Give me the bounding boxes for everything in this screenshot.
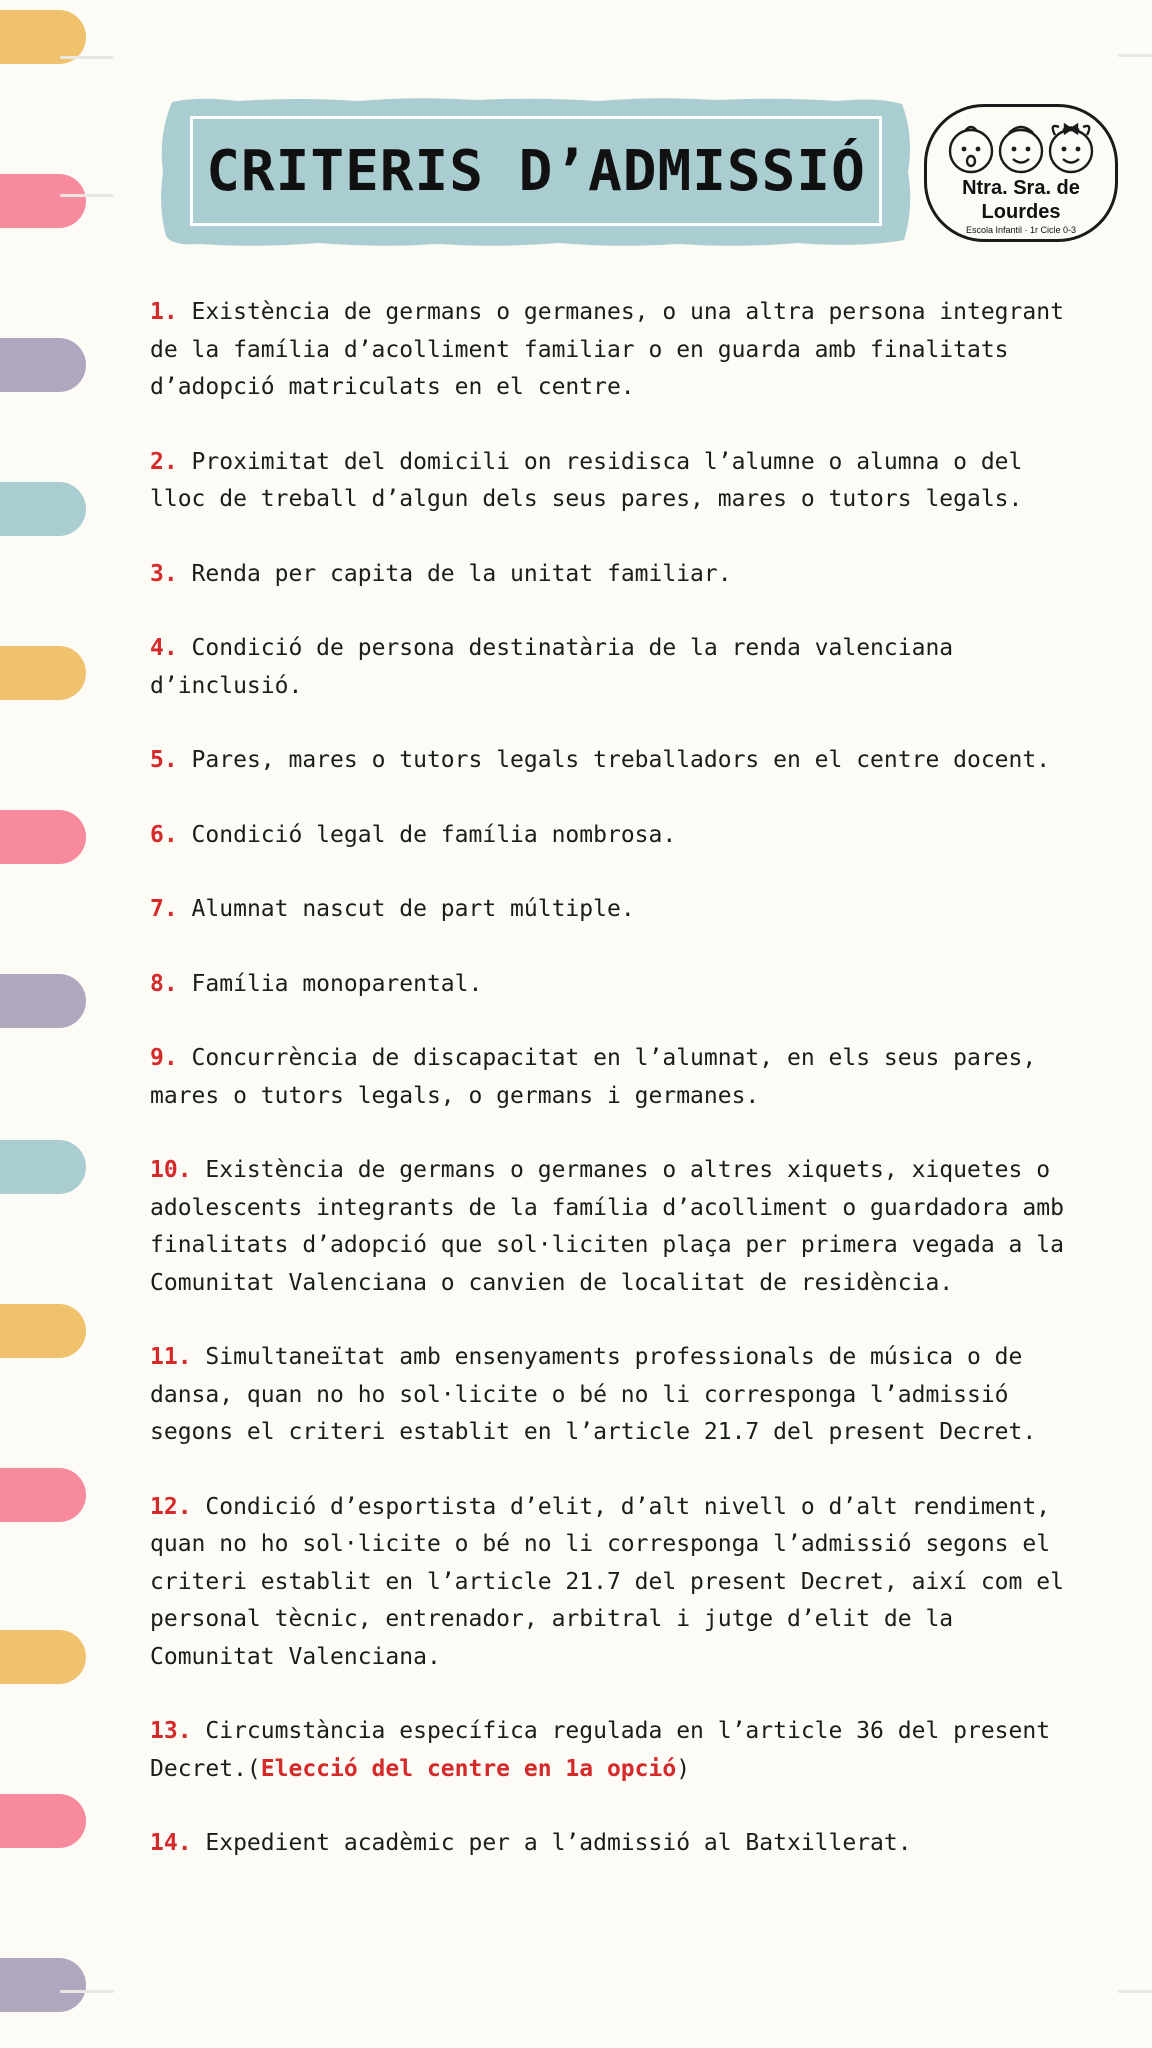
title-frame [190,116,882,226]
item-number: 4. [150,635,178,661]
side-tab [0,1304,86,1358]
item-text: Expedient acadèmic per a l’admissió al Batxillerat. [191,1830,912,1856]
item-text: Circumstància específica regulada en l’article 36 del present Decret.( [150,1718,1051,1782]
binder-mark [1118,1990,1152,1993]
side-tab [0,174,86,228]
side-tab [0,1468,86,1522]
title-banner [158,96,914,248]
item-text: Família monoparental. [177,970,483,997]
item-text: Existència de germans o germanes o altres xiquets, xiquetes o adolescents integrants de la família d’acolliment o guardadora amb finalitats d’adopció que sol·liciten plaça per primera vegada a la Comunitat Valenciana o canvien de localitat de residència. [150,1157,1064,1296]
side-tab [0,1958,86,2012]
logo-name: Ntra. Sra. de [962,177,1080,199]
list-item [150,1040,1090,1115]
school-logo [924,104,1118,242]
item-text: Existència de germans o germanes, o una altra persona integrant de la família d’acolliment familiar o en guarda amb finalitats d’adopció matriculats en el centre. [150,299,1064,400]
item-text: Proximitat del domicili on residisca l’alumne o alumna o del lloc de treball d’algun dels seus pares, mares o tutors legals. [150,448,1023,512]
list-item [150,1825,1090,1863]
item-number: 11. [150,1344,192,1370]
list-item [150,1489,1090,1677]
item-number: 10. [150,1157,192,1183]
list-item [150,817,1090,855]
item-text: Condició de persona destinatària de la renda valenciana d’inclusió. [150,635,954,699]
item-text: Pares, mares o tutors legals treballadors en el centre docent. [177,747,1051,773]
item-text: Simultaneïtat amb ensenyaments professionals de música o de dansa, quan no ho sol·licite o bé no li corresponga l’admissió segons el criteri establit en l’article 21.7 del present Decret. [150,1344,1037,1445]
list-item [150,294,1090,407]
item-number: 6. [150,821,178,848]
list-item [150,1339,1090,1452]
list-item [150,742,1090,780]
item-number: 5. [150,747,178,773]
list-item [150,1713,1090,1788]
side-tab [0,338,86,392]
item-text: Renda per capita de la unitat familiar. [177,560,732,587]
side-tab [0,810,86,864]
page-title: CRITERIS D’ADMISSIÓ [206,138,866,204]
side-tab [0,1630,86,1684]
list-item [150,891,1090,929]
criteria-list [150,294,1090,1900]
list-item [150,556,1090,594]
item-number: 12. [150,1493,192,1520]
item-number: 13. [150,1718,192,1744]
logo-name-lourdes: Lourdes [981,201,1061,223]
item-text-tail: ) [676,1755,691,1782]
list-item [150,1152,1090,1302]
item-number: 8. [150,970,178,997]
binder-mark [60,1990,114,1993]
binder-mark [60,194,114,197]
list-item [150,444,1090,519]
highlight-text: Elecció del centre en 1a opció [260,1755,677,1782]
item-number: 1. [150,299,178,325]
list-item [150,966,1090,1004]
item-number: 7. [150,896,178,922]
item-text: Concurrència de discapacitat en l’alumnat, en els seus pares, mares o tutors legals, o germans i germanes. [150,1045,1037,1109]
side-tab [0,646,86,700]
item-text: Condició legal de família nombrosa. [177,821,677,848]
item-number: 3. [150,560,178,587]
binder-mark [1118,54,1152,57]
list-item [150,630,1090,705]
binder-mark [60,56,114,59]
side-tab [0,482,86,536]
item-number: 9. [150,1045,178,1071]
side-tab [0,1140,86,1194]
children-faces-icon [945,119,1097,177]
item-number: 14. [150,1830,192,1856]
side-tab [0,974,86,1028]
item-number: 2. [150,448,178,475]
logo-subtitle: Escola Infantil · 1r Cicle 0-3 [965,225,1077,235]
item-text: Alumnat nascut de part múltiple. [177,896,635,922]
side-tab [0,1794,86,1848]
item-text: Condició d’esportista d’elit, d’alt nivell o d’alt rendiment, quan no ho sol·licite o bé no li corresponga l’admissió segons el criteri establit en l’article 21.7 del present Decret, així com el personal tècnic, entrenador, arbitral i jutge d’elit de la Comunitat Valenciana. [150,1493,1064,1670]
